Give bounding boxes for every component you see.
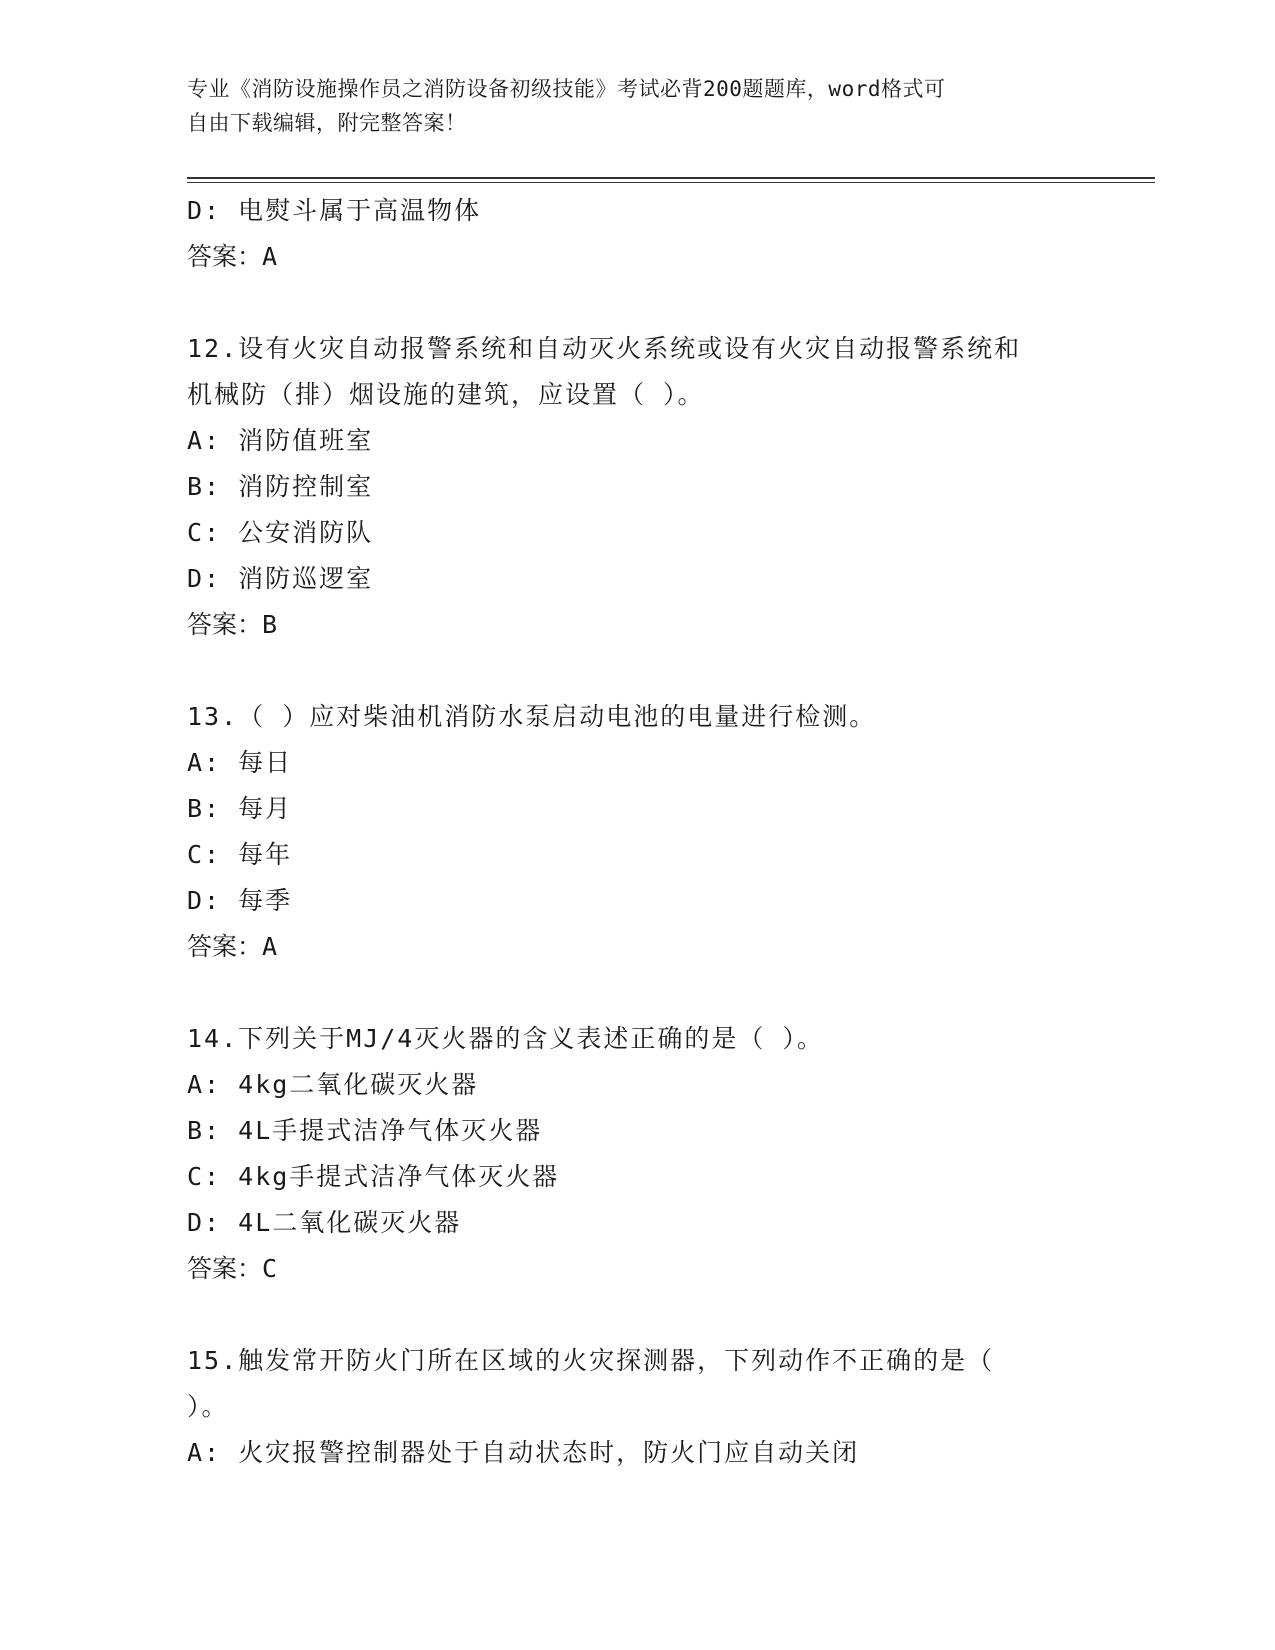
- question-text: 12.设有火灾自动报警系统和自动灭火系统或设有火灾自动报警系统和: [187, 334, 1022, 363]
- question-11-tail: [187, 188, 1087, 280]
- answer-label: 答案：: [187, 610, 263, 639]
- option-b: B: 消防控制室: [187, 472, 374, 501]
- document-body: [187, 188, 1087, 1476]
- answer-line: [187, 1246, 1087, 1292]
- answer-value: B: [262, 610, 278, 639]
- option-a: A: 消防值班室: [187, 426, 374, 455]
- question-text: 14.下列关于MJ/4灭火器的含义表述正确的是（ ）。: [187, 1024, 824, 1053]
- header-divider-thin: [187, 182, 1155, 183]
- question-text: 15.触发常开防火门所在区域的火灾探测器，下列动作不正确的是（: [187, 1346, 995, 1375]
- header-divider-thick: [187, 177, 1155, 179]
- question-14: [187, 1016, 1087, 1292]
- question-text-cont: ）。: [187, 1392, 229, 1421]
- header-line-2: 自由下载编辑，附完整答案！: [187, 111, 467, 135]
- option-c: C: 每年: [187, 840, 293, 869]
- option-b: B: 4L手提式洁净气体灭火器: [187, 1116, 543, 1145]
- answer-line: [187, 234, 1087, 280]
- option-c: C: 4kg手提式洁净气体灭火器: [187, 1162, 560, 1191]
- answer-value: C: [262, 1254, 278, 1283]
- spacer: [187, 648, 1087, 694]
- option-b: B: 每月: [187, 794, 293, 823]
- answer-label: 答案：: [187, 242, 263, 271]
- document-header: [187, 72, 1087, 140]
- answer-line: [187, 602, 1087, 648]
- question-13: [187, 694, 1087, 970]
- answer-label: 答案：: [187, 1254, 263, 1283]
- option-c: C: 公安消防队: [187, 518, 374, 547]
- option-d: D: 电熨斗属于高温物体: [187, 196, 482, 225]
- answer-value: A: [262, 242, 278, 271]
- option-d: D: 消防巡逻室: [187, 564, 374, 593]
- spacer: [187, 970, 1087, 1016]
- spacer: [187, 1292, 1087, 1338]
- answer-label: 答案：: [187, 932, 263, 961]
- spacer: [187, 280, 1087, 326]
- question-12: [187, 326, 1087, 648]
- option-a: A: 火灾报警控制器处于自动状态时，防火门应自动关闭: [187, 1438, 860, 1467]
- option-a: A: 4kg二氧化碳灭火器: [187, 1070, 479, 1099]
- header-line-1: 专业《消防设施操作员之消防设备初级技能》考试必背200题题库，word格式可: [187, 77, 946, 101]
- question-text: 13.（ ）应对柴油机消防水泵启动电池的电量进行检测。: [187, 702, 877, 731]
- answer-line: [187, 924, 1087, 970]
- option-d: D: 4L二氧化碳灭火器: [187, 1208, 462, 1237]
- question-15: [187, 1338, 1087, 1476]
- option-a: A: 每日: [187, 748, 293, 777]
- answer-value: A: [262, 932, 278, 961]
- option-d: D: 每季: [187, 886, 293, 915]
- question-text-cont: 机械防（排）烟设施的建筑，应设置（ ）。: [187, 380, 705, 409]
